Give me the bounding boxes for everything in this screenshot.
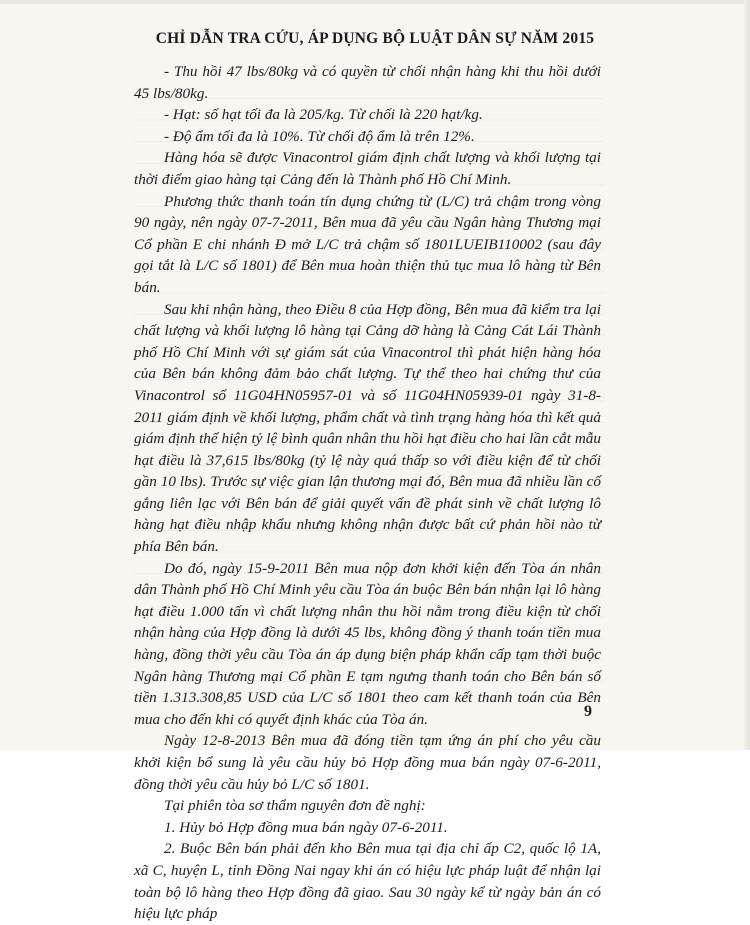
paragraph: Do đó, ngày 15-9-2011 Bên mua nộp đơn khởi kiện đến Tòa án nhân dân Thành phố Hồ Chí Minh yêu cầu Tòa án buộc Bên bán nhận lại lô hàng hạt điều 1.000 tấn vì chất lượng nhân thu hồi nằm trong điều kiện từ chối nhận hàng của Hợp đồng là dưới 45 lbs, không đồng ý thanh toán tiền mua hàng, đồng thời yêu cầu Tòa án áp dụng biện pháp khẩn cấp tạm thời buộc Ngân hàng Thương mại Cổ phần E tạm ngưng thanh toán cho Bên bán số tiền 1.313.308,85 USD của L/C số 1801 theo cam kết thanh toán của Bên mua cho đến khi có quyết định khác của Tòa án. [134, 559, 601, 728]
paragraph: Tại phiên tòa sơ thẩm nguyên đơn đề nghị: [164, 797, 426, 815]
paragraph: - Độ ẩm tối đa là 10%. Từ chối độ ẩm là trên 12%. [164, 127, 475, 145]
page-number: 9 [584, 703, 592, 720]
running-header: CHỈ DẪN TRA CỨU, ÁP DỤNG BỘ LUẬT DÂN SỰ NĂM 2015 [155, 30, 595, 47]
paragraph: - Hạt: số hạt tối đa là 205/kg. Từ chối là 220 hạt/kg. [164, 106, 483, 124]
paragraph: Sau khi nhận hàng, theo Điều 8 của Hợp đồng, Bên mua đã kiểm tra lại chất lượng và khối lượng lô hàng tại Cảng dỡ hàng là Cảng Cát Lái Thành phố Hồ Chí Minh với sự giám sát của Vinacontrol thì phát hiện hàng hóa của Bên bán không đảm bảo chất lượng. Tự thể theo hai chứng thư của Vinacontrol số 11G04HN05957-01 và số 11G04HN05939-01 ngày 31-8-2011 giám định về khối lượng, phẩm chất và tình trạng hàng hóa thì kết quả giám định thể hiện tỷ lệ bình quân nhân thu hồi hạt điều cho hai lần cắt mẫu hạt điều là 37,615 lbs/80kg (tỷ lệ này quá thấp so với điều kiện để từ chối gần 10 lbs). Trước sự việc gian lận thương mại đó, Bên mua đã nhiều lần cố gắng liên lạc với Bên bán để giải quyết vấn đề phát sinh về chất lượng lô hàng hạt điều nhập khẩu nhưng không nhận được bất cứ phản hồi nào từ phía Bên bán. [134, 300, 601, 556]
numbered-item: 2. Buộc Bên bán phải đến kho Bên mua tại địa chỉ ấp C2, quốc lộ 1A, xã C, huyện L, tỉnh Đồng Nai ngay khi án có hiệu lực pháp luật để nhận lại toàn bộ lô hàng theo Hợp đồng đã giao. Sau 30 ngày kể từ ngày bản án có hiệu lực pháp [134, 840, 601, 923]
paragraph: Ngày 12-8-2013 Bên mua đã đóng tiền tạm ứng án phí cho yêu cầu khởi kiện bổ sung là yêu cầu hủy bỏ Hợp đồng mua bán ngày 07-6-2011, đồng thời yêu cầu hủy bỏ L/C số 1801. [134, 732, 601, 793]
paragraph: Phương thức thanh toán tín dụng chứng từ (L/C) trả chậm trong vòng 90 ngày, nên ngày 07-7-2011, Bên mua đã yêu cầu Ngân hàng Thương mại Cổ phần E chi nhánh Đ mở L/C trả chậm số 1801LUEIB110002 (sau đây gọi tắt là L/C số 1801) để Bên mua hoàn thiện thủ tục mua lô hàng từ Bên bán. [134, 192, 601, 296]
page-edge-shadow [744, 0, 750, 750]
paragraph: Hàng hóa sẽ được Vinacontrol giám định chất lượng và khối lượng tại thời điểm giao hàng tại Cảng đến là Thành phố Hồ Chí Minh. [134, 149, 601, 188]
body-text [134, 61, 601, 925]
paragraph: - Thu hồi 47 lbs/80kg và có quyền từ chối nhận hàng khi thu hồi dưới 45 lbs/80kg. [134, 63, 601, 102]
page-edge [0, 0, 750, 4]
numbered-item: 1. Hủy bỏ Hợp đồng mua bán ngày 07-6-2011. [164, 818, 448, 836]
